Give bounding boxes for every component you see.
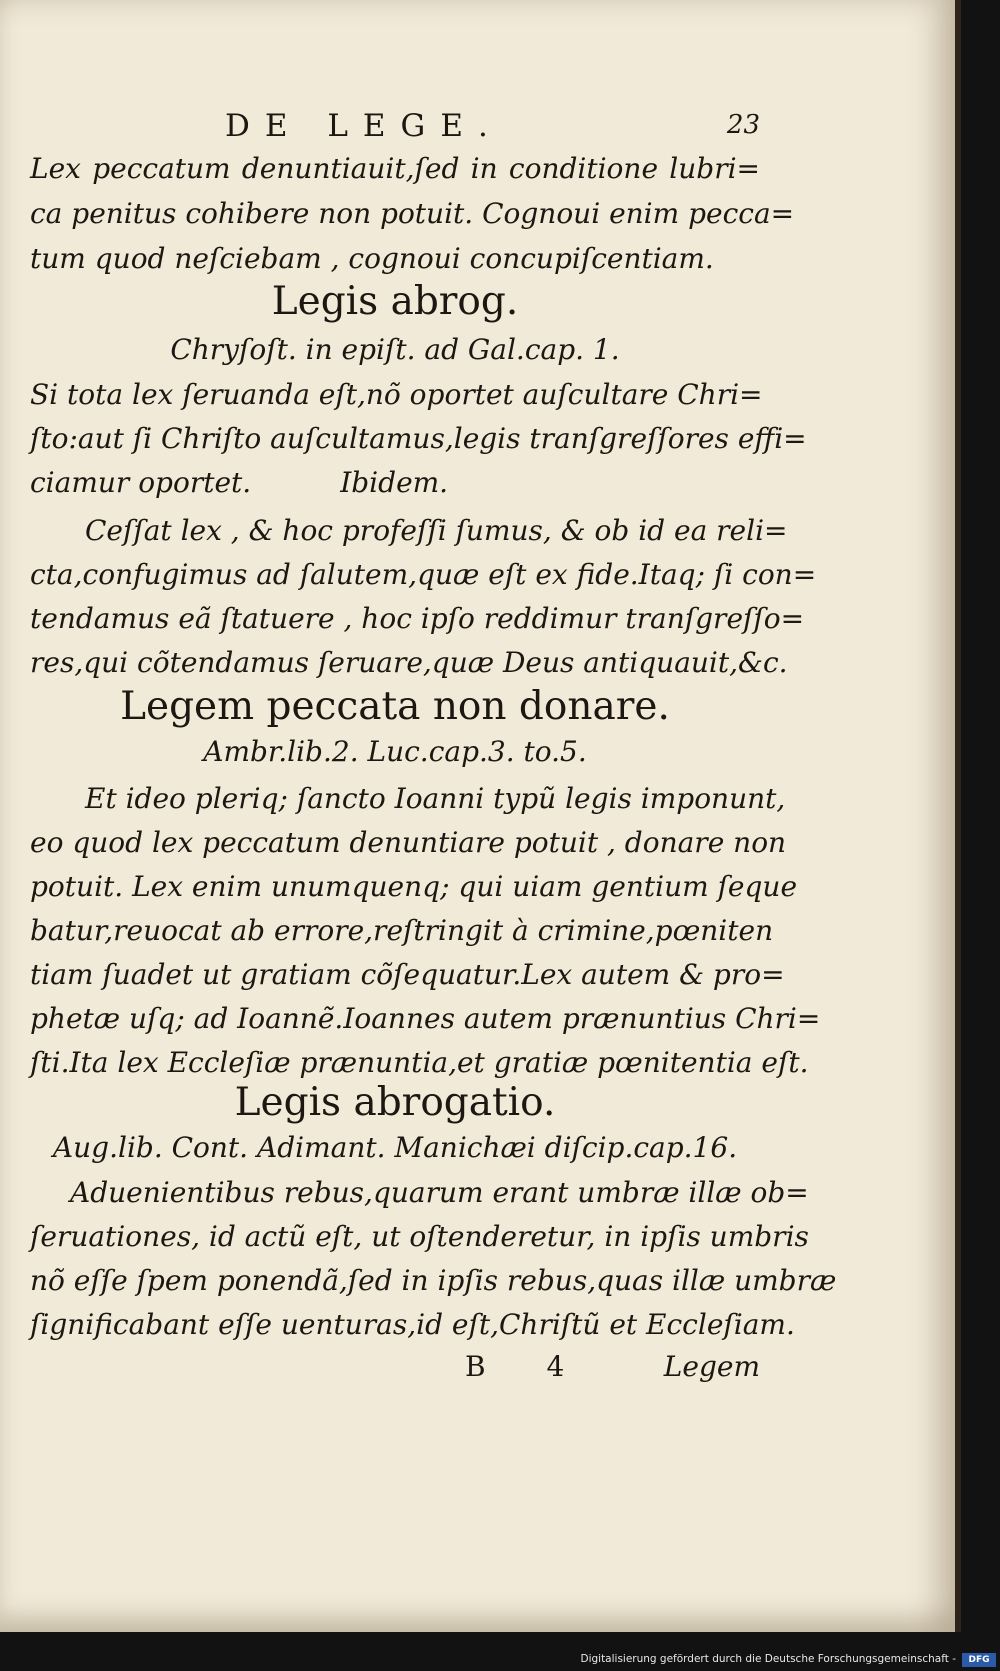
text-line: nõ eſſe ſpem ponendã,ſed in ipſis rebus,quas illæ umbræ bbox=[30, 1264, 837, 1297]
text-line: ſeruationes, id actũ eſt, ut oſtenderetur, in ipſis umbris bbox=[30, 1220, 809, 1253]
text-line: tendamus eã ſtatuere , hoc ipſo reddimur tranſgreſſo= bbox=[30, 602, 805, 635]
section-heading: Legem peccata non donare. bbox=[120, 684, 670, 729]
text-line: tum quod neſciebam , cognoui concupiſcentiam. bbox=[30, 242, 714, 275]
text-line: Si tota lex ſeruanda eſt,nõ oportet auſcultare Chri= bbox=[30, 378, 763, 411]
text-line: potuit. Lex enim unumquenq; qui uiam gentium ſeque bbox=[30, 870, 798, 903]
dfg-logo: DFG bbox=[962, 1653, 996, 1667]
text-line: Et ideo pleriq; ſancto Ioanni typũ legis imponunt, bbox=[85, 782, 786, 815]
text-line: Ceſſat lex , & hoc profeſſi ſumus, & ob id ea reli= bbox=[85, 514, 788, 547]
text-line: res,qui cõtendamus ſeruare,quæ Deus antiquauit,&c. bbox=[30, 646, 788, 679]
text-line: cta,confugimus ad ſalutem,quæ eſt ex fide.Itaq; ſi con= bbox=[30, 558, 817, 591]
footer-credit: Digitalisierung gefördert durch die Deutsche Forschungsgemeinschaft - bbox=[580, 1653, 956, 1665]
citation: Aug.lib. Cont. Adimant. Manichæi diſcip.cap.16. bbox=[52, 1131, 738, 1164]
catchword: Legem bbox=[663, 1350, 760, 1383]
running-head-title: DE LEGE. bbox=[225, 108, 503, 144]
text-line: Aduenientibus rebus,quarum erant umbræ illæ ob= bbox=[70, 1176, 809, 1209]
page-number: 23 bbox=[726, 110, 760, 140]
text-line: Lex peccatum denuntiauit,ſed in conditione lubri= bbox=[30, 152, 760, 185]
signature-mark: B 4 bbox=[465, 1350, 591, 1383]
text-line: tiam ſuadet ut gratiam cõſequatur.Lex autem & pro= bbox=[30, 958, 785, 991]
text-line: ſto:aut ſi Chriſto auſcultamus,legis tranſgreſſores effi= bbox=[30, 422, 807, 455]
text-line: phetæ uſq; ad Ioannẽ.Ioannes autem prænuntius Chri= bbox=[30, 1002, 821, 1035]
text-line: ciamur oportet. Ibidem. bbox=[30, 466, 449, 499]
text-line: batur,reuocat ab errore,reſtringit à crimine,pœniten bbox=[30, 914, 774, 947]
section-heading: Legis abrog. bbox=[271, 279, 519, 324]
text-line: ſti.Ita lex Eccleſiæ prænuntia,et gratiæ pœnitentia eſt. bbox=[30, 1046, 809, 1079]
text-line: eo quod lex peccatum denuntiare potuit , donare non bbox=[30, 826, 787, 859]
citation: Chryſoſt. in epiſt. ad Gal.cap. 1. bbox=[170, 333, 620, 366]
running-head bbox=[30, 108, 760, 148]
section-heading: Legis abrogatio. bbox=[234, 1080, 556, 1125]
citation: Ambr.lib.2. Luc.cap.3. to.5. bbox=[203, 735, 587, 768]
footer-bar bbox=[0, 1650, 1000, 1671]
signature-line bbox=[30, 1350, 760, 1386]
text-line: ca penitus cohibere non potuit. Cognoui enim pecca= bbox=[30, 197, 795, 230]
text-line: ſignificabant eſſe uenturas,id eſt,Chriſtũ et Eccleſiam. bbox=[30, 1308, 795, 1341]
